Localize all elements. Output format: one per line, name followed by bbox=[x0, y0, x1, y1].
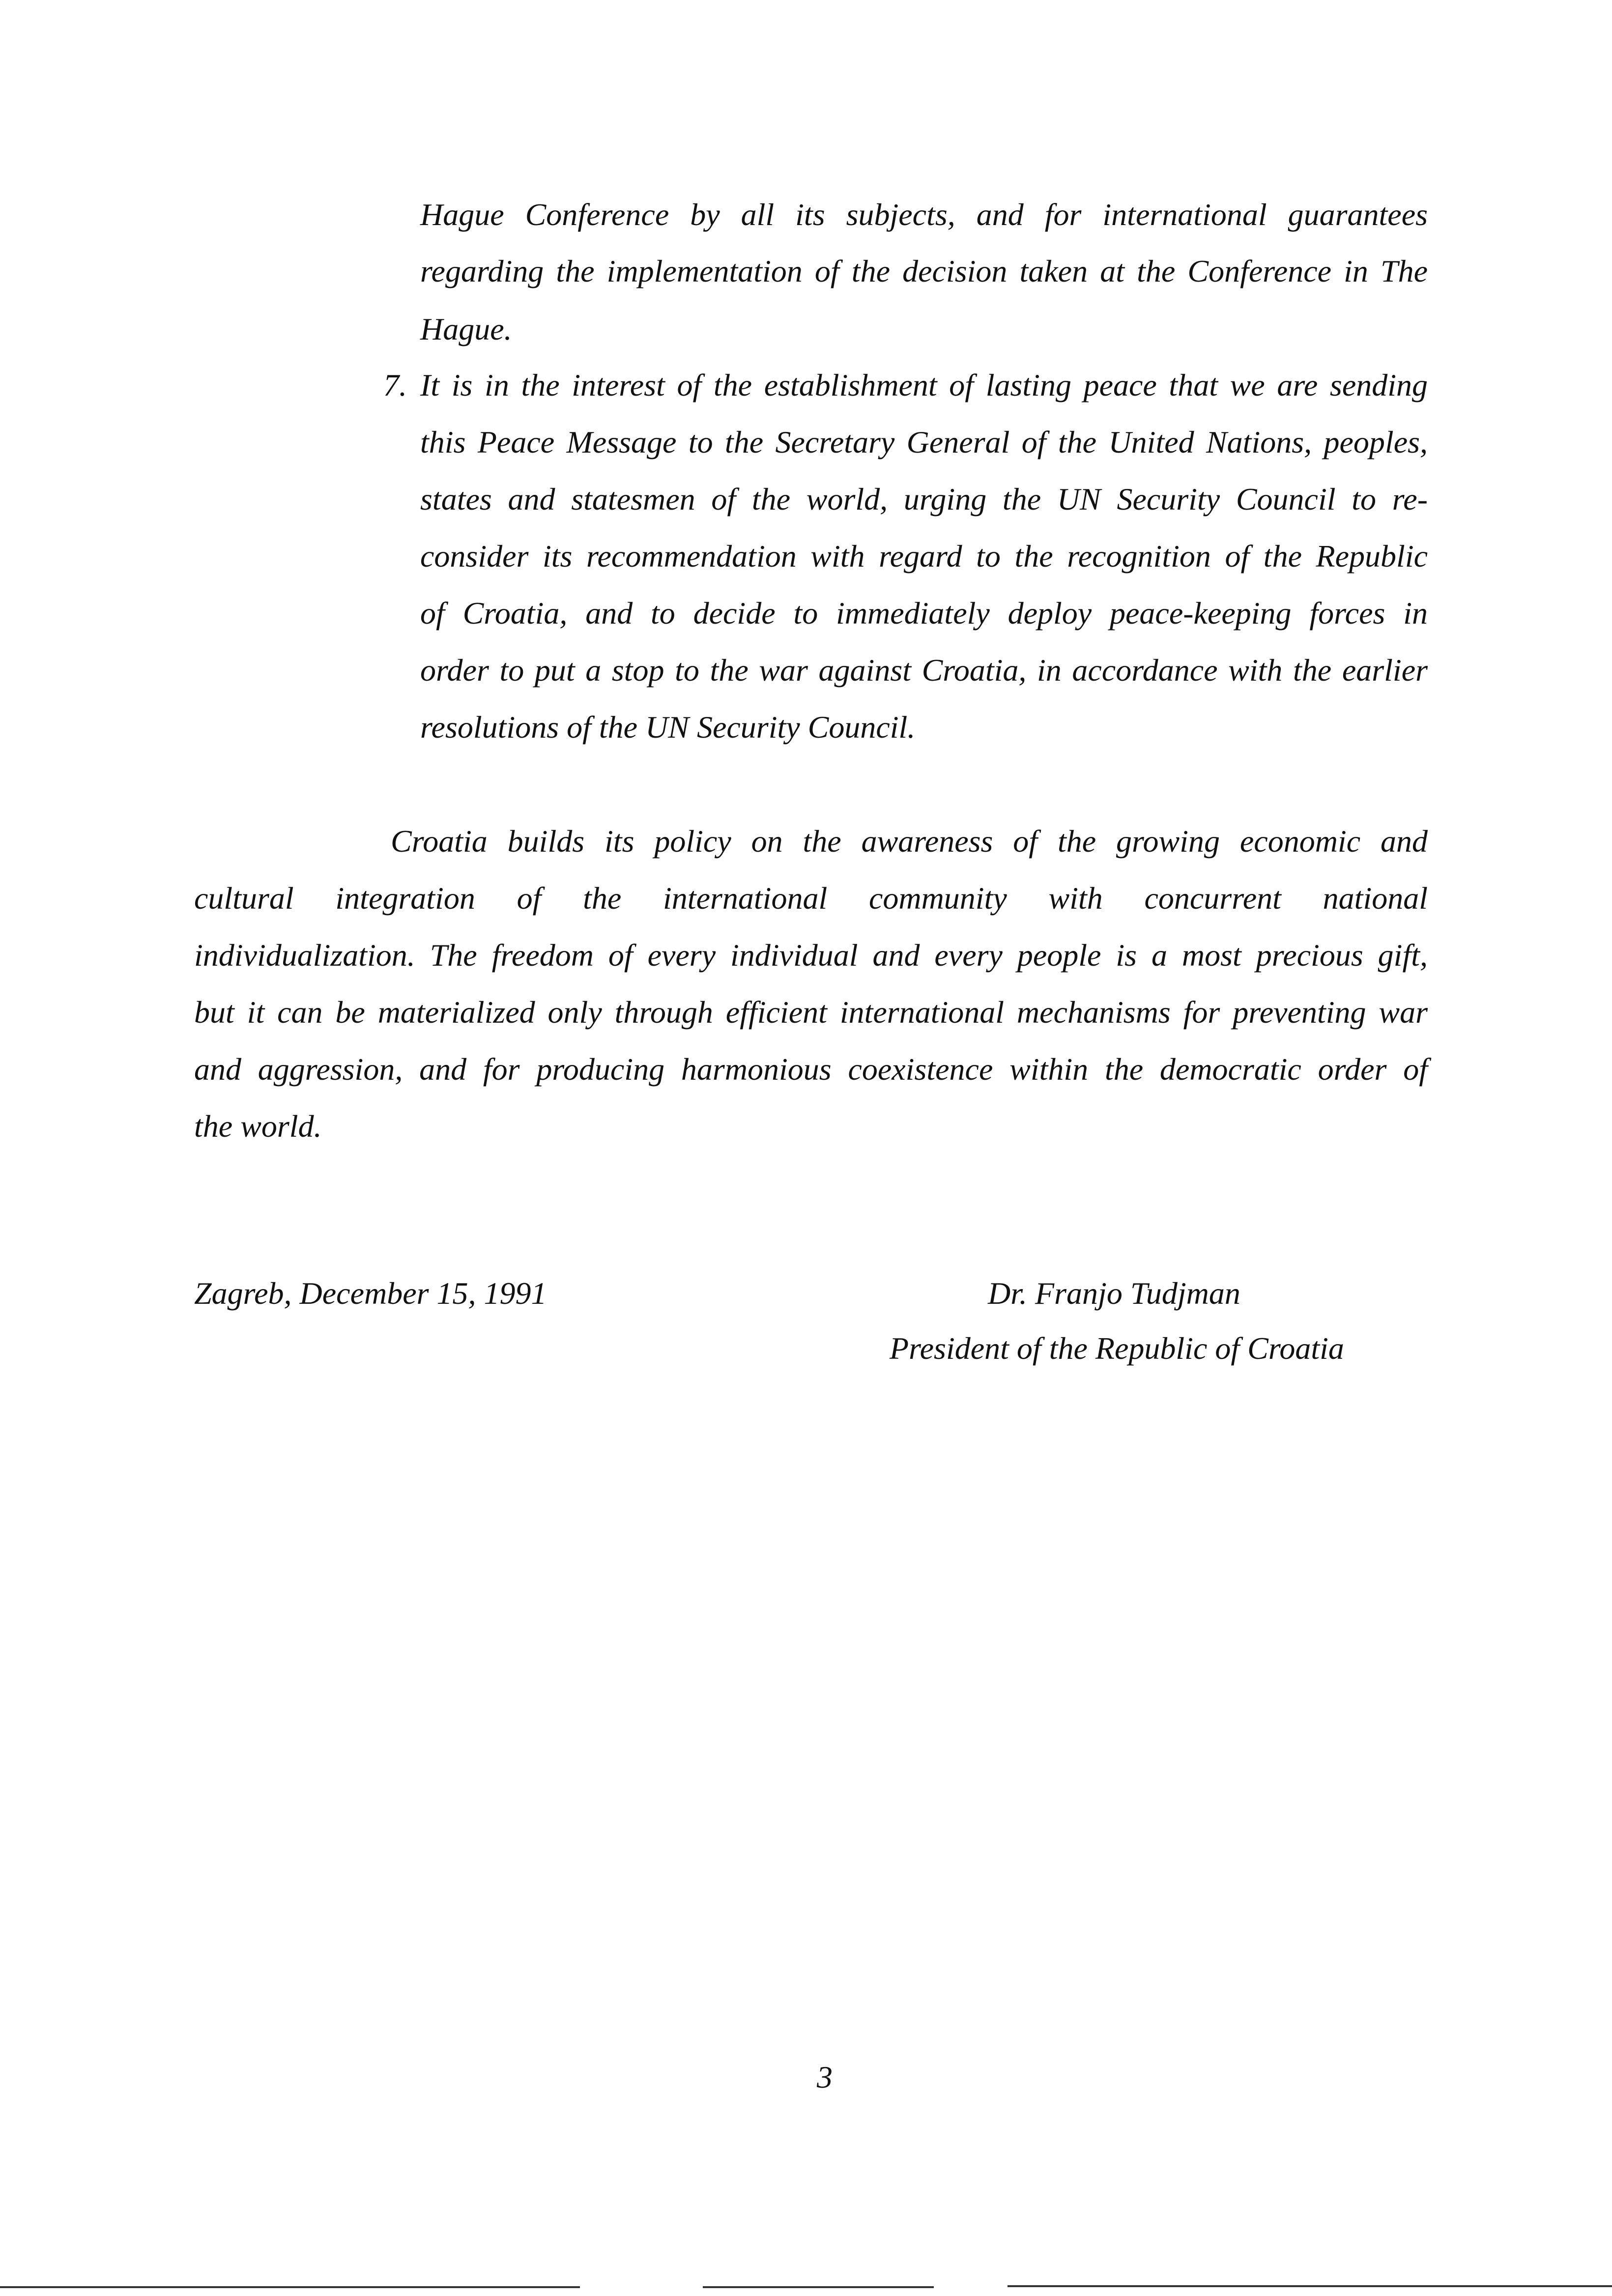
paragraph-line: the world. bbox=[194, 1109, 322, 1144]
paragraph-line: cultural integration of the international community with concurrent national bbox=[194, 881, 1428, 916]
list-item-line: consider its recommendation with regard to the recognition of the Republic bbox=[420, 539, 1428, 574]
list-item-number: 7. bbox=[383, 368, 407, 402]
list-continuation-line: regarding the implementation of the decision taken at the Conference in The bbox=[420, 254, 1428, 288]
list-item-line: states and statesmen of the world, urging the UN Security Council to re- bbox=[420, 482, 1428, 517]
list-continuation-line: Hague. bbox=[420, 312, 512, 346]
list-item-line: order to put a stop to the war against Croatia, in accordance with the earlier bbox=[420, 653, 1428, 688]
paragraph-line: and aggression, and for producing harmonious coexistence within the democratic order of bbox=[194, 1052, 1428, 1087]
signatory-name: Dr. Franjo Tudjman bbox=[988, 1276, 1240, 1311]
paragraph-line: individualization. The freedom of every individual and every people is a most precious gift, bbox=[194, 938, 1428, 973]
list-item-line: resolutions of the UN Security Council. bbox=[420, 710, 916, 745]
list-item-line: It is in the interest of the establishment of lasting peace that we are sending bbox=[420, 368, 1428, 402]
signatory-title: President of the Republic of Croatia bbox=[890, 1331, 1344, 1366]
list-item-line: this Peace Message to the Secretary General of the United Nations, peoples, bbox=[420, 425, 1428, 459]
list-item-line: of Croatia, and to decide to immediately deploy peace-keeping forces in bbox=[420, 596, 1428, 631]
page-number: 3 bbox=[817, 2060, 833, 2095]
place-date: Zagreb, December 15, 1991 bbox=[194, 1276, 547, 1311]
bottom-edge-rule bbox=[703, 2286, 934, 2288]
paragraph-line: but it can be materialized only through efficient international mechanisms for preventing war bbox=[194, 995, 1428, 1030]
bottom-edge-rule bbox=[0, 2286, 580, 2288]
paragraph-line: Croatia builds its policy on the awareness of the growing economic and bbox=[391, 824, 1428, 859]
list-continuation-line: Hague Conference by all its subjects, and for international guarantees bbox=[420, 197, 1428, 232]
bottom-edge-rule bbox=[1008, 2285, 1612, 2287]
